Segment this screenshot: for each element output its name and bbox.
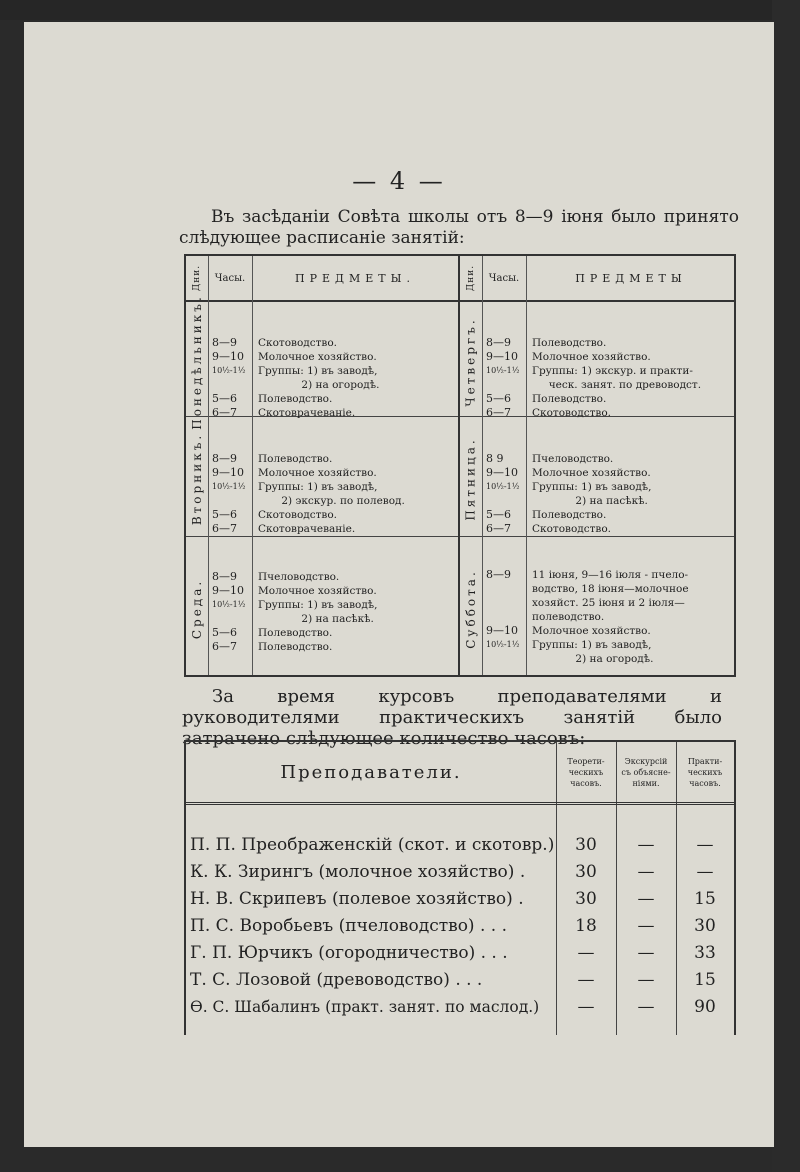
theory-value: — xyxy=(577,997,595,1017)
teacher-name: Ѳ. С. Шабалинъ (практ. занят. по маслод.) xyxy=(190,998,540,1016)
theory-value: 30 xyxy=(575,835,597,855)
table-row xyxy=(186,967,738,994)
header-separator xyxy=(186,802,734,805)
day-name: Среда. xyxy=(190,578,205,639)
practice-value: — xyxy=(696,862,714,882)
day-subjects: Скотоводство. Молочное хозяйство. Группы: 1) въ заводѣ, 2) на огородѣ. Полеводство. Скотоврачеваніе. xyxy=(258,337,380,419)
theory-value: — xyxy=(577,970,595,990)
header-subjects-right: ПРЕДМЕТЫ xyxy=(575,271,687,285)
day-times: 8—9 9—10 10½-1½ 5—6 6—7 xyxy=(212,452,246,535)
day-subjects: Пчеловодство. Молочное хозяйство. Группы: 1) въ заводѣ, 2) на пасѣкѣ. Полеводство. Полеводство. xyxy=(258,571,378,653)
day-times: 8—9 9—10 10½-1½ 5—6 6—7 xyxy=(212,336,246,419)
theory-value: 30 xyxy=(575,862,597,882)
page-number: — 4 — xyxy=(352,167,446,195)
day-subjects: Полеводство. Молочное хозяйство. Группы: 1) въ заводѣ, 2) экскур. по полевод. Скотоводство. Скотоврачеваніе. xyxy=(258,453,405,535)
hours-intro-paragraph: За время курсовъ преподавателями и руководителями практическихъ занятій было затрачено слѣдующее количество часовъ: xyxy=(182,686,722,749)
theory-value: 30 xyxy=(575,889,597,909)
teacher-name: П. П. Преображенскій (скот. и скотовр.) xyxy=(190,835,555,855)
header-day-right: Дни. xyxy=(466,264,476,292)
header-day: Дни. xyxy=(192,264,202,292)
excursions-value: — xyxy=(637,862,655,882)
excursions-value: — xyxy=(637,835,655,855)
col-divider xyxy=(526,256,527,675)
hours-rows xyxy=(186,832,738,1021)
day-times: 8—9 9—10 10½-1½ 5—6 6—7 xyxy=(212,570,246,653)
day-name: Пятница. xyxy=(464,436,479,521)
table-row xyxy=(186,994,738,1021)
teacher-name: П. С. Воробьевъ (пчеловодство) . . . xyxy=(190,916,507,936)
table-row xyxy=(186,940,738,967)
header-hours-right: Часы. xyxy=(488,272,520,284)
teacher-name: К. К. Зирингъ (молочное хозяйство) . xyxy=(190,862,526,882)
excursions-value: — xyxy=(637,970,655,990)
practice-value: — xyxy=(696,835,714,855)
day-subjects: 11 іюня, 9—16 іюля - пчело- водство, 18 іюня—молочное хозяйст. 25 іюня и 2 іюля— полеводство. Молочное хозяйство. Группы: 1) въ заводѣ, 2) на огородѣ. xyxy=(532,569,689,665)
schedule-header-rule xyxy=(186,300,734,302)
practice-value: 15 xyxy=(694,889,716,909)
theory-hours-header: Теорети- ческихъ часовъ. xyxy=(567,756,605,788)
excursions-value: — xyxy=(637,889,655,909)
teachers-header: Преподаватели. xyxy=(280,761,462,783)
hours-table xyxy=(184,740,736,1035)
excursions-value: — xyxy=(637,997,655,1017)
day-times: 8—9 9—10 10½-1½ 5—6 6—7 xyxy=(486,336,520,419)
table-row xyxy=(186,886,738,913)
teacher-name: Н. В. Скрипевъ (полевое хозяйство) . xyxy=(190,889,524,909)
intro-paragraph: Въ засѣданіи Совѣта школы отъ 8—9 іюня было принято слѣдующее расписаніе занятій: xyxy=(179,207,739,248)
day-name: Понедѣльникъ. xyxy=(190,294,205,430)
practice-value: 33 xyxy=(694,943,716,963)
scan-border-right xyxy=(772,0,800,1172)
scan-border-top xyxy=(0,0,800,20)
schedule-table xyxy=(184,254,736,677)
schedule-row-rule xyxy=(186,536,734,537)
theory-value: — xyxy=(577,943,595,963)
table-row xyxy=(186,859,738,886)
excursions-value: — xyxy=(637,943,655,963)
col-divider xyxy=(252,256,253,675)
day-name: Вторникъ. xyxy=(190,432,204,525)
practice-value: 15 xyxy=(694,970,716,990)
table-row xyxy=(186,913,738,940)
excursions-header: Экскурсій съ объясне- ніями. xyxy=(621,756,671,788)
day-name: Четвергъ. xyxy=(464,317,479,407)
table-row xyxy=(186,832,738,859)
day-times: 8 9 9—10 10½-1½ 5—6 6—7 xyxy=(486,452,520,535)
practice-value: 30 xyxy=(694,916,716,936)
day-times: 8—9 9—10 10½-1½ xyxy=(486,568,520,649)
theory-value: 18 xyxy=(575,916,597,936)
col-divider xyxy=(482,256,483,675)
practice-hours-header: Практи- ческихъ часовъ. xyxy=(687,756,723,788)
teacher-name: Г. П. Юрчикъ (огородничество) . . . xyxy=(190,943,508,963)
practice-value: 90 xyxy=(694,997,716,1017)
day-subjects: Пчеловодство. Молочное хозяйство. Группы: 1) въ заводѣ, 2) на пасѣкѣ. Полеводство. Скотоводство. xyxy=(532,453,652,535)
excursions-value: — xyxy=(637,916,655,936)
teacher-name: Т. С. Лозовой (древоводство) . . . xyxy=(190,970,483,990)
header-subjects: ПРЕДМЕТЫ. xyxy=(295,271,415,285)
col-divider xyxy=(208,256,209,675)
header-hours: Часы. xyxy=(214,272,246,284)
day-name: Суббота. xyxy=(464,568,478,649)
day-subjects: Полеводство. Молочное хозяйство. Группы: 1) экскур. и практи- ческ. занят. по древоводст. Полеводство. Скотоводство. xyxy=(532,337,702,419)
document-page xyxy=(24,22,774,1147)
